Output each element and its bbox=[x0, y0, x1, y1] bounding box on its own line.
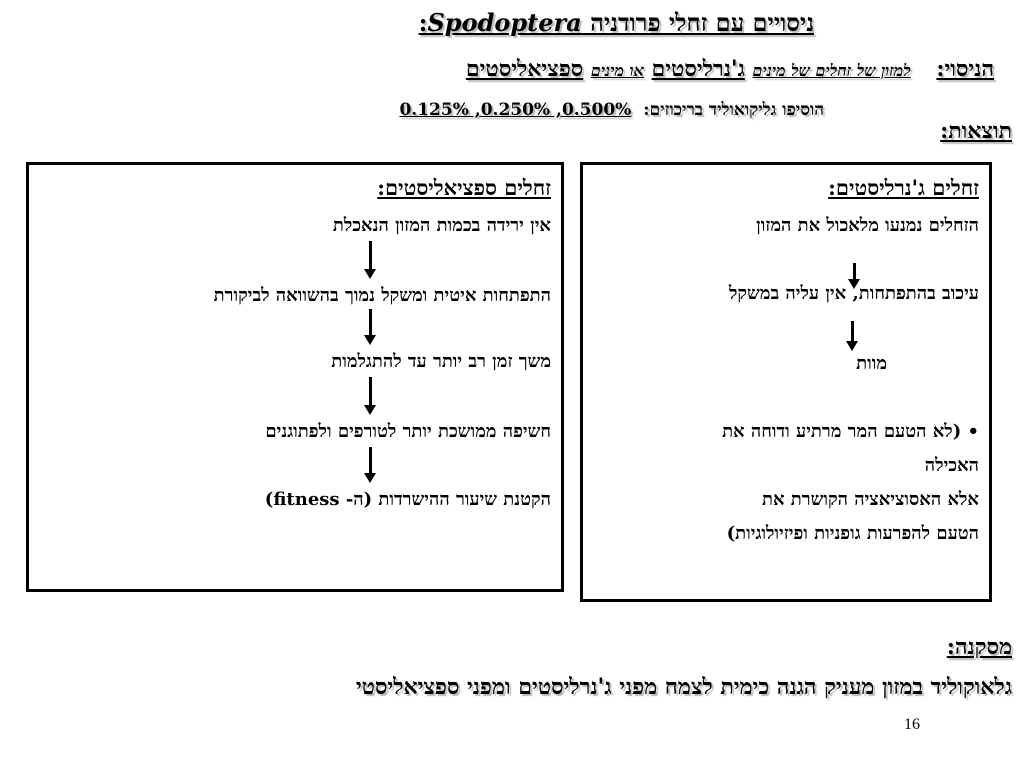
experiment-generalists: ג'נרליסטים bbox=[651, 56, 745, 82]
down-arrow-icon bbox=[853, 263, 856, 281]
specialists-line-4: חשיפה ממושכת יותר לטורפים ולפתוגנים bbox=[265, 421, 551, 442]
glycoalkaloid-concentrations: 0.500%, 0.250%, 0.125% bbox=[399, 100, 632, 120]
generalists-line-7: הטעם להפרעות גופניות ופיזיולוגיות) bbox=[726, 523, 979, 544]
generalists-line-5: האכילה bbox=[924, 455, 979, 476]
generalists-line-6: אלא האסוציאציה הקושרת את bbox=[762, 489, 979, 510]
generalists-heading: זחלים ג'נרליסטים: bbox=[828, 175, 979, 200]
conclusion-text: גלאוקוליד במזון מעניק הגנה כימית לצמח מפני ג'נרליסטים ומפני ספציאליסטי bbox=[355, 674, 1012, 700]
specialists-box bbox=[26, 162, 564, 592]
title-latin-name: Spodoptera bbox=[427, 8, 582, 37]
specialists-line-3: משך זמן רב יותר עד להתגלמות bbox=[331, 351, 551, 372]
generalists-line-2: עיכוב בהתפתחות, אין עליה במשקל bbox=[728, 283, 979, 304]
experiment-label: הניסוי: bbox=[936, 56, 994, 82]
experiment-row bbox=[466, 56, 994, 82]
experiment-small-text: למזון של זחלים של מינים bbox=[752, 61, 911, 80]
glycoalkaloid-row bbox=[399, 100, 824, 120]
glycoalkaloid-text: הוסיפו גליקואוליד בריכוזים: bbox=[643, 100, 824, 120]
specialists-line-5: הקטנת שיעור ההישרדות (ה- fitness) bbox=[264, 489, 551, 510]
title-prefix: ניסויים עם זחלי פרודניה bbox=[581, 8, 814, 37]
generalists-box bbox=[580, 162, 992, 602]
specialists-line-1: אין ירידה בכמות המזון הנאכלת bbox=[332, 215, 551, 236]
title-suffix: : bbox=[418, 8, 428, 37]
experiment-specialists: ספציאליסטים bbox=[465, 56, 584, 82]
generalists-line-4: • (לא הטעם המר מרתיע ודוחה את bbox=[722, 421, 979, 442]
results-label: תוצאות: bbox=[940, 118, 1012, 144]
specialists-heading: זחלים ספציאליסטים: bbox=[377, 175, 551, 200]
down-arrow-icon bbox=[369, 309, 372, 337]
page-number: 16 bbox=[904, 716, 920, 733]
conclusion-label: מסקנה: bbox=[946, 634, 1012, 660]
down-arrow-icon bbox=[369, 447, 372, 475]
generalists-line-1: הזחלים נמנעו מלאכול את המזון bbox=[756, 215, 979, 236]
down-arrow-icon bbox=[851, 321, 854, 343]
specialists-line-2: התפתחות איטית ומשקל נמוך בהשוואה לביקורת bbox=[213, 285, 551, 306]
slide-title bbox=[419, 8, 814, 38]
generalists-line-3: מוות bbox=[856, 353, 887, 374]
down-arrow-icon bbox=[369, 241, 372, 271]
down-arrow-icon bbox=[369, 377, 372, 407]
experiment-or-text: או מינים bbox=[590, 61, 644, 80]
